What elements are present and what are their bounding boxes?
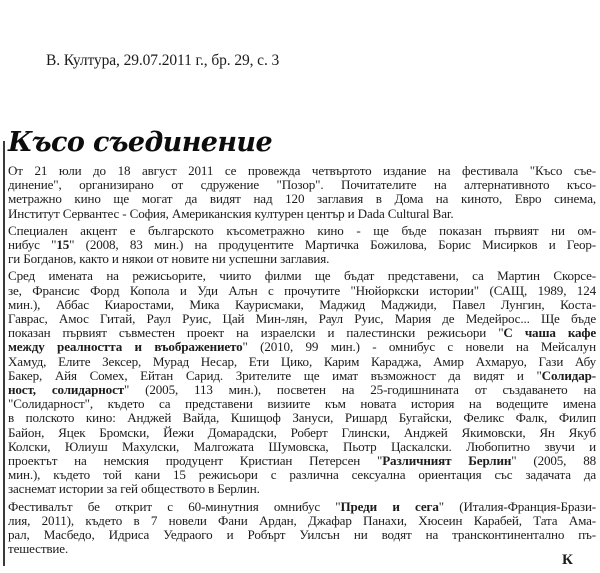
text-line	[8, 468, 596, 482]
text-run: Байон, Яцек Бромски, Йежи Домарадски, Роберт Глински, Анджей Якимовски, Ян Якуб	[8, 424, 596, 440]
bold-title: Солидар-	[541, 367, 596, 383]
text-run: проектът на немския продуцент Кристиан Петерсен "	[8, 453, 383, 469]
text-line	[8, 514, 596, 528]
text-run: лия, 2011), където в 7 новели Фани Ардан, Джафар Панахи, Хюсеин Карабей, Тата Ама-	[8, 512, 596, 528]
text-run: Специален акцент е българското късометражно кино - ще бъде показан първият ни ом-	[8, 222, 596, 238]
text-run: " (Италия-Франция-Брази-	[438, 498, 597, 514]
text-run: Колски, Юлиуш Махулски, Малгожата Шумовска, Пьотр Цаскалски. Любопитно звучи и	[8, 438, 596, 454]
text-run: Институт Сервантес - София, Американския културен център и Dada Cultural Bar.	[8, 205, 454, 221]
bold-title: Преди и сега	[340, 498, 439, 514]
text-run: " (2005, 113 мин.), посветен на 25-годишнината от създаването на	[124, 382, 596, 398]
text-run: заснемат истории за гей обществото в Берлин.	[8, 481, 260, 497]
text-run: Бакер, Айя Сомех, Ейтан Сарид. Зрителите ще имат възможност да видят и "	[8, 367, 542, 383]
text-line	[8, 224, 596, 238]
text-line	[8, 284, 596, 298]
text-run: ги Богданов, както и някои от новите ни успешни заглавия.	[8, 251, 330, 267]
text-run: Фестивалът бе открит с 60-минутния омнибус "	[8, 498, 341, 514]
text-line	[8, 426, 596, 440]
article-paragraph	[8, 164, 596, 221]
text-line	[8, 238, 596, 252]
bold-title: между реалността и въображението	[8, 339, 243, 355]
bold-title: 15	[56, 237, 70, 253]
text-line	[8, 298, 596, 312]
text-run: Сред имената на режисьорите, чиито филми ще бъдат представени, са Мартин Скорсе-	[8, 268, 596, 284]
text-run: мин.), Аббас Киаростами, Мика Каурисмаки, Маджид Маджиди, Павел Лунгин, Коста-	[8, 296, 596, 312]
text-line	[8, 482, 596, 496]
text-run: " (2010, 99 мин.) - омнибус с новели на Мейсалун	[242, 339, 596, 355]
text-line	[8, 383, 596, 397]
text-run: рал, Масбедо, Идриса Уедраого и Робърт Уилсън ни водят на трансконтинентално пъ-	[8, 527, 596, 543]
left-border-rule	[3, 141, 5, 566]
text-run: зе, Франсис Форд Копола и Уди Алън с прочутите "Нюйоркски истории" (САЩ, 1989, 124	[8, 282, 596, 298]
text-line	[8, 500, 596, 514]
text-line	[8, 397, 596, 411]
text-line	[8, 192, 596, 206]
bold-title: ност, солидарност	[8, 382, 125, 398]
text-run: в полското кино: Анджей Вайда, Кшищоф Зануси, Ришард Бугайски, Феликс Фалк, Филип	[8, 410, 596, 426]
text-line	[8, 355, 596, 369]
article-headline: Късо съединение	[8, 127, 273, 158]
text-line	[8, 207, 596, 221]
text-run: нибус "	[8, 237, 57, 253]
text-line	[8, 269, 596, 283]
text-line	[8, 178, 596, 192]
text-run: Гаврас, Амос Гитай, Раул Руис, Цай Мин-лян, Раул Руис, Мария де Медейрос... Ще бъде	[8, 311, 596, 327]
text-run: показан първият съвместен проект на израелски и палестински режисьори "	[8, 325, 504, 341]
text-run: "Солидарност", където са представени визиите към новата история на водещите имена	[8, 396, 596, 412]
text-line	[8, 411, 596, 425]
text-run: От 21 юли до 18 август 2011 се провежда четвъртото издание на фестивала "Късо съе-	[8, 163, 596, 178]
article-paragraph	[8, 224, 596, 267]
text-line	[8, 528, 596, 542]
article-body	[8, 164, 596, 559]
bold-title: С чаша кафе	[503, 325, 596, 341]
text-line	[8, 326, 596, 340]
text-line	[8, 340, 596, 354]
text-line	[8, 164, 596, 178]
text-line	[8, 252, 596, 266]
corner-mark: К	[562, 552, 573, 568]
bold-title: Различният Берлин	[382, 453, 512, 469]
text-line	[8, 454, 596, 468]
text-line	[8, 312, 596, 326]
source-citation: В. Култура, 29.07.2011 г., бр. 29, с. 3	[46, 52, 280, 69]
text-run: мин.), където той кани 15 режисьори с различна сексуална ориентация със задачата да	[8, 467, 596, 483]
text-run: тешествие.	[8, 541, 69, 557]
text-line	[8, 440, 596, 454]
text-run: " (2005, 88	[511, 453, 596, 469]
text-run: Хамуд, Елите Зексер, Мурад Несар, Ети Цико, Карим Караджа, Амир Ахмаруо, Гази Абу	[8, 353, 596, 369]
text-line	[8, 542, 596, 556]
text-run: " (2008, 83 мин.) на продуцентите Мартичка Божилова, Борис Мисирков и Геор-	[69, 237, 596, 253]
text-run: динение", организирано от сдружение "Позор". Почитателите на алтернативното късо-	[8, 177, 596, 193]
text-run: метражно кино ще могат да видят над 120 заглавия в Дома на киното, Евро синема,	[8, 191, 596, 207]
text-line	[8, 369, 596, 383]
article-paragraph	[8, 269, 596, 496]
article-paragraph	[8, 500, 596, 557]
